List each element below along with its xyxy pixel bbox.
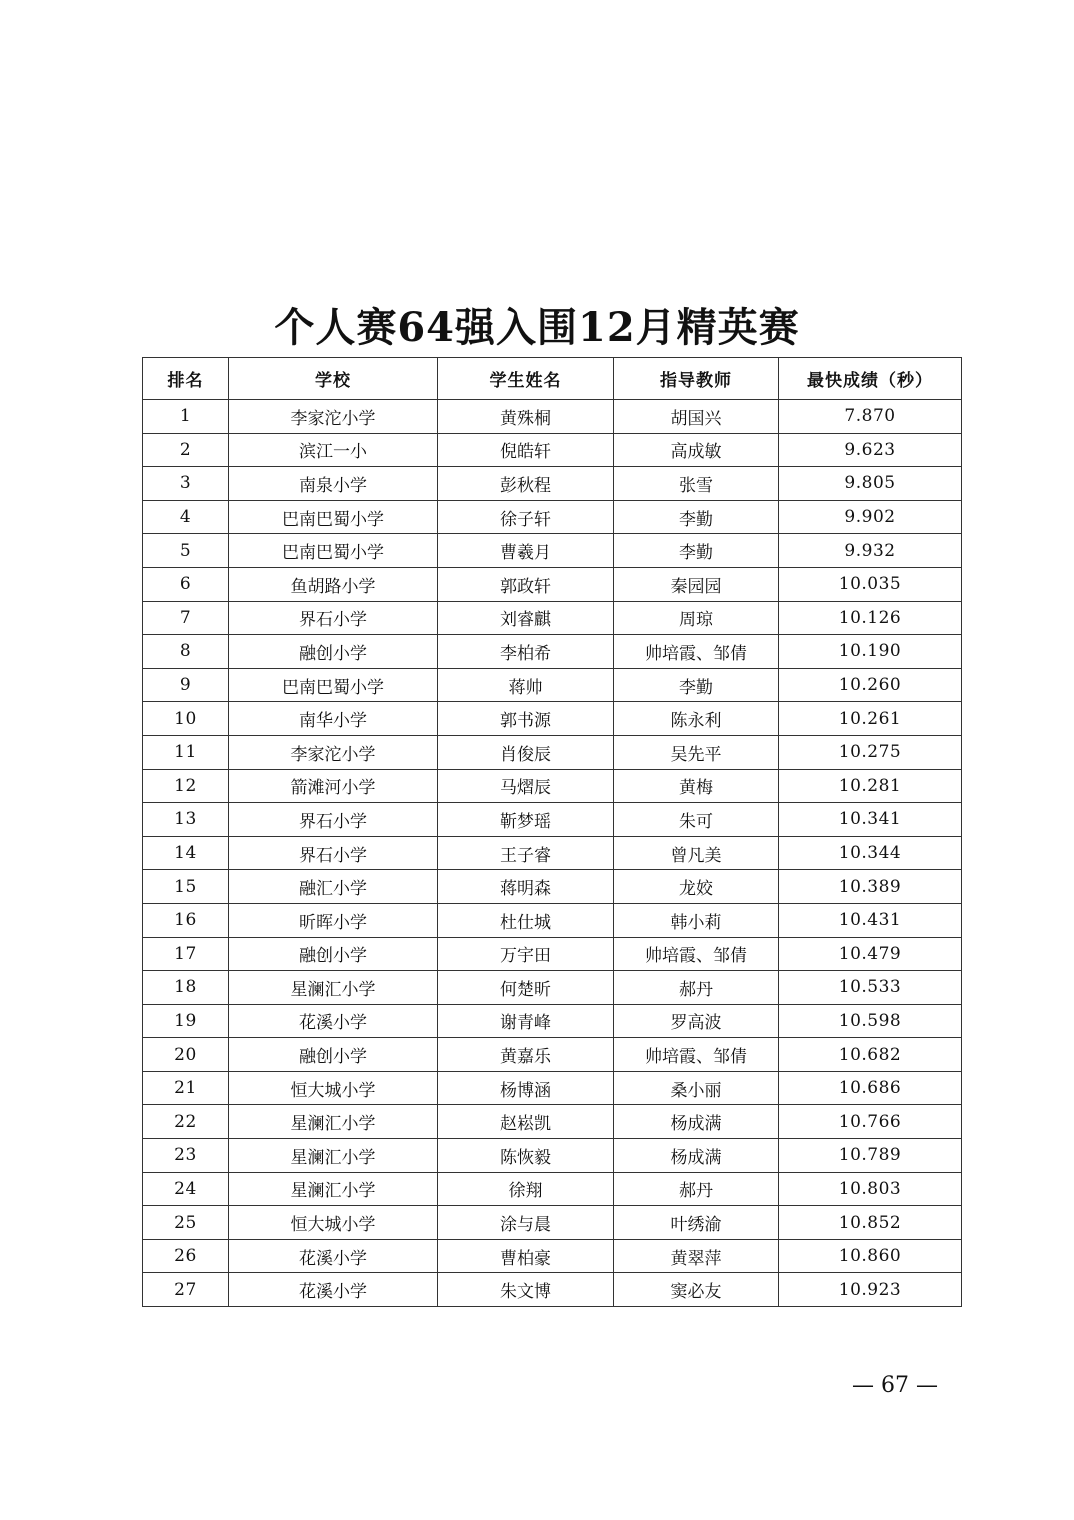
school-cell: 鱼胡路小学 bbox=[229, 567, 438, 601]
teacher-cell: 高成敏 bbox=[614, 433, 779, 467]
school-cell: 李家沱小学 bbox=[229, 400, 438, 434]
school-cell: 融创小学 bbox=[229, 937, 438, 971]
table-row bbox=[143, 1206, 962, 1240]
school-cell: 界石小学 bbox=[229, 601, 438, 635]
rank-cell: 9 bbox=[143, 668, 229, 702]
best-time-cell: 10.789 bbox=[779, 1139, 962, 1173]
school-cell: 恒大城小学 bbox=[229, 1071, 438, 1105]
rank-cell: 6 bbox=[143, 567, 229, 601]
best-time-cell: 10.598 bbox=[779, 1004, 962, 1038]
student-name-cell: 曹柏豪 bbox=[438, 1239, 614, 1273]
table-row bbox=[143, 500, 962, 534]
rank-cell: 26 bbox=[143, 1239, 229, 1273]
page-number: — 67 — bbox=[852, 1373, 938, 1398]
table-row bbox=[143, 1139, 962, 1173]
rank-cell: 23 bbox=[143, 1139, 229, 1173]
student-name-cell: 杜仕城 bbox=[438, 903, 614, 937]
table-row bbox=[143, 1172, 962, 1206]
rank-cell: 22 bbox=[143, 1105, 229, 1139]
student-name-cell: 彭秋程 bbox=[438, 467, 614, 501]
school-cell: 巴南巴蜀小学 bbox=[229, 534, 438, 568]
student-name-cell: 曹羲月 bbox=[438, 534, 614, 568]
table-row bbox=[143, 1273, 962, 1307]
best-time-cell: 10.479 bbox=[779, 937, 962, 971]
student-name-cell: 涂与晨 bbox=[438, 1206, 614, 1240]
teacher-cell: 窦必友 bbox=[614, 1273, 779, 1307]
best-time-cell: 10.126 bbox=[779, 601, 962, 635]
rank-cell: 2 bbox=[143, 433, 229, 467]
school-cell: 李家沱小学 bbox=[229, 735, 438, 769]
table-row bbox=[143, 1071, 962, 1105]
table-row bbox=[143, 668, 962, 702]
teacher-cell: 李勤 bbox=[614, 500, 779, 534]
best-time-cell: 10.389 bbox=[779, 870, 962, 904]
school-cell: 星澜汇小学 bbox=[229, 1172, 438, 1206]
rank-cell: 11 bbox=[143, 735, 229, 769]
school-cell: 花溪小学 bbox=[229, 1273, 438, 1307]
student-name-cell: 马熠辰 bbox=[438, 769, 614, 803]
teacher-cell: 帅培霞、邹倩 bbox=[614, 1038, 779, 1072]
teacher-cell: 郝丹 bbox=[614, 1172, 779, 1206]
rank-cell: 5 bbox=[143, 534, 229, 568]
teacher-cell: 李勤 bbox=[614, 534, 779, 568]
rank-cell: 20 bbox=[143, 1038, 229, 1072]
table-row bbox=[143, 971, 962, 1005]
student-name-cell: 陈恢毅 bbox=[438, 1139, 614, 1173]
rank-cell: 1 bbox=[143, 400, 229, 434]
school-cell: 恒大城小学 bbox=[229, 1206, 438, 1240]
teacher-cell: 胡国兴 bbox=[614, 400, 779, 434]
student-name-cell: 徐翔 bbox=[438, 1172, 614, 1206]
teacher-cell: 罗高波 bbox=[614, 1004, 779, 1038]
student-name-cell: 肖俊辰 bbox=[438, 735, 614, 769]
table-body bbox=[143, 400, 962, 1307]
teacher-cell: 秦园园 bbox=[614, 567, 779, 601]
student-name-cell: 郭书源 bbox=[438, 702, 614, 736]
best-time-cell: 10.852 bbox=[779, 1206, 962, 1240]
best-time-cell: 7.870 bbox=[779, 400, 962, 434]
student-name-cell: 徐子轩 bbox=[438, 500, 614, 534]
student-name-cell: 杨博涵 bbox=[438, 1071, 614, 1105]
student-name-cell: 靳梦瑶 bbox=[438, 803, 614, 837]
header-best-time: 最快成绩（秒） bbox=[779, 358, 962, 400]
table-row bbox=[143, 735, 962, 769]
best-time-cell: 9.805 bbox=[779, 467, 962, 501]
header-student-name: 学生姓名 bbox=[438, 358, 614, 400]
student-name-cell: 郭政轩 bbox=[438, 567, 614, 601]
header-teacher: 指导教师 bbox=[614, 358, 779, 400]
student-name-cell: 谢青峰 bbox=[438, 1004, 614, 1038]
best-time-cell: 10.275 bbox=[779, 735, 962, 769]
results-table bbox=[142, 357, 962, 1307]
student-name-cell: 黄嘉乐 bbox=[438, 1038, 614, 1072]
school-cell: 南泉小学 bbox=[229, 467, 438, 501]
teacher-cell: 帅培霞、邹倩 bbox=[614, 635, 779, 669]
table-row bbox=[143, 1105, 962, 1139]
teacher-cell: 黄梅 bbox=[614, 769, 779, 803]
table-row bbox=[143, 567, 962, 601]
school-cell: 滨江一小 bbox=[229, 433, 438, 467]
student-name-cell: 何楚昕 bbox=[438, 971, 614, 1005]
page-title: 个人赛64强入围12月精英赛 bbox=[274, 304, 800, 351]
teacher-cell: 郝丹 bbox=[614, 971, 779, 1005]
rank-cell: 17 bbox=[143, 937, 229, 971]
teacher-cell: 吴先平 bbox=[614, 735, 779, 769]
table-row bbox=[143, 467, 962, 501]
best-time-cell: 10.533 bbox=[779, 971, 962, 1005]
school-cell: 星澜汇小学 bbox=[229, 971, 438, 1005]
school-cell: 星澜汇小学 bbox=[229, 1139, 438, 1173]
table-row bbox=[143, 601, 962, 635]
rank-cell: 13 bbox=[143, 803, 229, 837]
table-row bbox=[143, 1239, 962, 1273]
teacher-cell: 杨成满 bbox=[614, 1105, 779, 1139]
best-time-cell: 10.431 bbox=[779, 903, 962, 937]
table-row bbox=[143, 937, 962, 971]
student-name-cell: 刘睿麒 bbox=[438, 601, 614, 635]
teacher-cell: 桑小丽 bbox=[614, 1071, 779, 1105]
table-row bbox=[143, 1004, 962, 1038]
table-row bbox=[143, 769, 962, 803]
best-time-cell: 9.932 bbox=[779, 534, 962, 568]
rank-cell: 14 bbox=[143, 836, 229, 870]
header-rank: 排名 bbox=[143, 358, 229, 400]
student-name-cell: 朱文博 bbox=[438, 1273, 614, 1307]
teacher-cell: 朱可 bbox=[614, 803, 779, 837]
teacher-cell: 龙姣 bbox=[614, 870, 779, 904]
rank-cell: 15 bbox=[143, 870, 229, 904]
school-cell: 南华小学 bbox=[229, 702, 438, 736]
rank-cell: 10 bbox=[143, 702, 229, 736]
best-time-cell: 10.803 bbox=[779, 1172, 962, 1206]
school-cell: 昕晖小学 bbox=[229, 903, 438, 937]
best-time-cell: 9.902 bbox=[779, 500, 962, 534]
teacher-cell: 周琼 bbox=[614, 601, 779, 635]
best-time-cell: 10.682 bbox=[779, 1038, 962, 1072]
best-time-cell: 10.344 bbox=[779, 836, 962, 870]
school-cell: 融创小学 bbox=[229, 635, 438, 669]
rank-cell: 18 bbox=[143, 971, 229, 1005]
student-name-cell: 蒋帅 bbox=[438, 668, 614, 702]
teacher-cell: 李勤 bbox=[614, 668, 779, 702]
rank-cell: 12 bbox=[143, 769, 229, 803]
best-time-cell: 10.260 bbox=[779, 668, 962, 702]
teacher-cell: 韩小莉 bbox=[614, 903, 779, 937]
teacher-cell: 张雪 bbox=[614, 467, 779, 501]
rank-cell: 19 bbox=[143, 1004, 229, 1038]
teacher-cell: 叶绣渝 bbox=[614, 1206, 779, 1240]
rank-cell: 8 bbox=[143, 635, 229, 669]
school-cell: 界石小学 bbox=[229, 803, 438, 837]
best-time-cell: 10.923 bbox=[779, 1273, 962, 1307]
rank-cell: 21 bbox=[143, 1071, 229, 1105]
school-cell: 界石小学 bbox=[229, 836, 438, 870]
table-row bbox=[143, 903, 962, 937]
rank-cell: 25 bbox=[143, 1206, 229, 1240]
school-cell: 箭滩河小学 bbox=[229, 769, 438, 803]
table-row bbox=[143, 433, 962, 467]
student-name-cell: 赵崧凯 bbox=[438, 1105, 614, 1139]
best-time-cell: 9.623 bbox=[779, 433, 962, 467]
best-time-cell: 10.341 bbox=[779, 803, 962, 837]
school-cell: 星澜汇小学 bbox=[229, 1105, 438, 1139]
student-name-cell: 万宇田 bbox=[438, 937, 614, 971]
teacher-cell: 杨成满 bbox=[614, 1139, 779, 1173]
school-cell: 巴南巴蜀小学 bbox=[229, 500, 438, 534]
table-row bbox=[143, 836, 962, 870]
school-cell: 巴南巴蜀小学 bbox=[229, 668, 438, 702]
best-time-cell: 10.686 bbox=[779, 1071, 962, 1105]
student-name-cell: 李柏希 bbox=[438, 635, 614, 669]
school-cell: 融汇小学 bbox=[229, 870, 438, 904]
student-name-cell: 王子睿 bbox=[438, 836, 614, 870]
table-header-row bbox=[143, 358, 962, 400]
best-time-cell: 10.281 bbox=[779, 769, 962, 803]
best-time-cell: 10.860 bbox=[779, 1239, 962, 1273]
best-time-cell: 10.766 bbox=[779, 1105, 962, 1139]
teacher-cell: 帅培霞、邹倩 bbox=[614, 937, 779, 971]
table-row bbox=[143, 702, 962, 736]
table-row bbox=[143, 534, 962, 568]
student-name-cell: 黄殊桐 bbox=[438, 400, 614, 434]
best-time-cell: 10.261 bbox=[779, 702, 962, 736]
teacher-cell: 曾凡美 bbox=[614, 836, 779, 870]
header-school: 学校 bbox=[229, 358, 438, 400]
rank-cell: 24 bbox=[143, 1172, 229, 1206]
rank-cell: 4 bbox=[143, 500, 229, 534]
best-time-cell: 10.190 bbox=[779, 635, 962, 669]
table-row bbox=[143, 400, 962, 434]
rank-cell: 7 bbox=[143, 601, 229, 635]
school-cell: 花溪小学 bbox=[229, 1004, 438, 1038]
table-row bbox=[143, 1038, 962, 1072]
teacher-cell: 陈永利 bbox=[614, 702, 779, 736]
table-row bbox=[143, 635, 962, 669]
table-row bbox=[143, 803, 962, 837]
table-row bbox=[143, 870, 962, 904]
school-cell: 花溪小学 bbox=[229, 1239, 438, 1273]
student-name-cell: 倪皓轩 bbox=[438, 433, 614, 467]
teacher-cell: 黄翠萍 bbox=[614, 1239, 779, 1273]
student-name-cell: 蒋明森 bbox=[438, 870, 614, 904]
rank-cell: 27 bbox=[143, 1273, 229, 1307]
rank-cell: 16 bbox=[143, 903, 229, 937]
school-cell: 融创小学 bbox=[229, 1038, 438, 1072]
best-time-cell: 10.035 bbox=[779, 567, 962, 601]
rank-cell: 3 bbox=[143, 467, 229, 501]
